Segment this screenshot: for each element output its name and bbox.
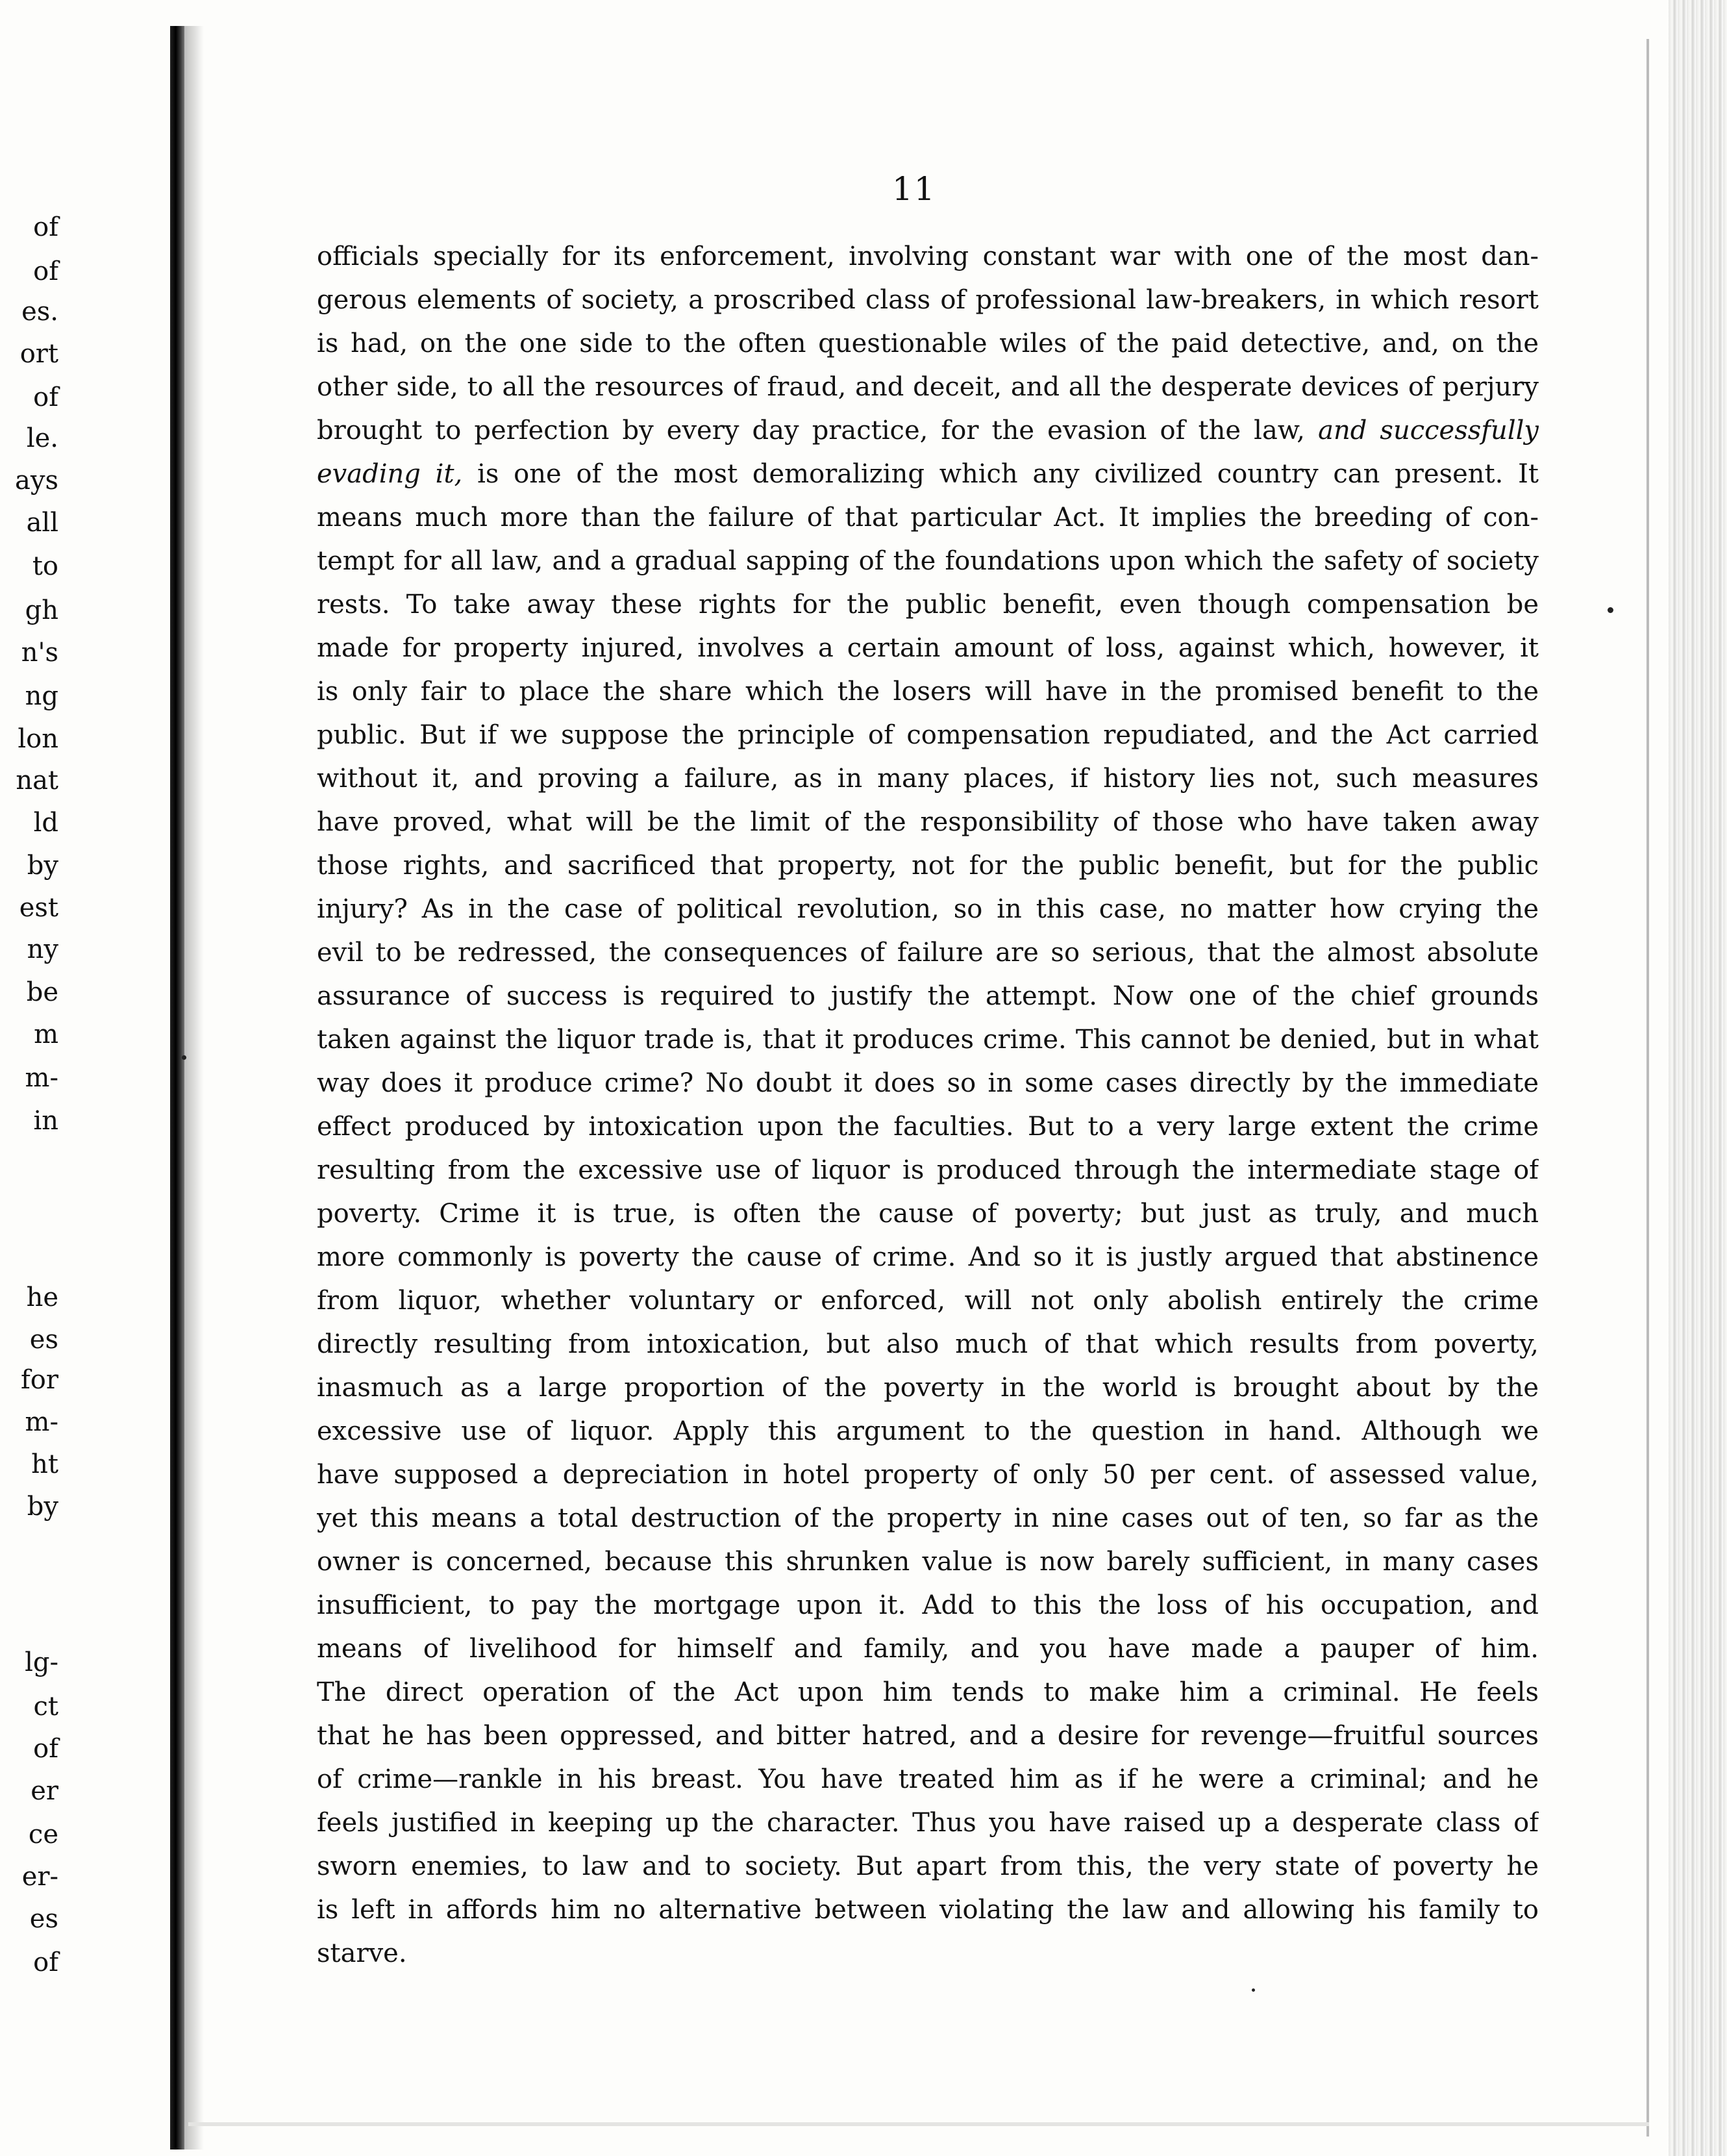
facing-page-fragment: m- xyxy=(25,1063,58,1093)
text-line: is had, on the one side to the often questionable wiles of the paid detective, and, on the xyxy=(317,329,1539,358)
text-line: feels justified in keeping up the character. Thus you have raised up a desperate class of xyxy=(317,1808,1539,1838)
text-line: gerous elements of society, a proscribed class of professional law-breakers, in which resort xyxy=(317,285,1539,315)
facing-page-fragment: of xyxy=(33,257,58,286)
facing-page-fragment: gh xyxy=(25,595,58,625)
facing-page-fragment: ct xyxy=(33,1692,58,1722)
facing-page-fragment: by xyxy=(27,1492,58,1522)
facing-page-fragment: es. xyxy=(21,297,58,327)
text-line: directly resulting from intoxication, but also much of that which results from poverty, xyxy=(317,1329,1539,1359)
facing-page-fragment: in xyxy=(33,1106,58,1136)
text-line: means of livelihood for himself and family, and you have made a pauper of him. xyxy=(317,1634,1539,1664)
scan-speck xyxy=(1252,1988,1255,1992)
facing-page-fragment: all xyxy=(26,508,58,538)
page-edge-line xyxy=(1646,39,1649,2137)
facing-page-fragment: m- xyxy=(25,1407,58,1437)
body-text xyxy=(317,235,1539,1975)
text-line: evil to be redressed, the consequences of failure are so serious, that the almost absolute xyxy=(317,938,1539,968)
facing-page-fragment: nat xyxy=(16,766,58,796)
facing-page-fragment: lon xyxy=(18,724,58,754)
text-line: other side, to all the resources of fraud, and deceit, and all the desperate devices of perjury xyxy=(317,372,1539,402)
facing-page-fragment: ld xyxy=(33,808,58,838)
binding-gutter xyxy=(170,26,184,2150)
facing-page-fragment: est xyxy=(19,893,58,923)
facing-page-fragment: m xyxy=(34,1020,58,1049)
text-line: is only fair to place the share which the losers will have in the promised benefit to the xyxy=(317,677,1539,707)
facing-page-fragment: es xyxy=(29,1904,58,1934)
text-line: yet this means a total destruction of the property in nine cases out of ten, so far as the xyxy=(317,1503,1539,1533)
facing-page-fragment: ce xyxy=(28,1820,58,1849)
text-line: taken against the liquor trade is, that it produces crime. This cannot be denied, but in what xyxy=(317,1025,1539,1055)
text-line: is left in affords him no alternative between violating the law and allowing his family to xyxy=(317,1895,1539,1925)
facing-page-fragment: for xyxy=(20,1365,58,1395)
facing-page-fragment: er xyxy=(31,1776,58,1806)
facing-page-fragment: of xyxy=(33,1948,58,1977)
text-line: have proved, what will be the limit of the responsibility of those who have taken away xyxy=(317,807,1539,837)
facing-page-fragment: by xyxy=(27,851,58,881)
text-segment: is one of the most demoralizing which any civilized country can present. It xyxy=(477,459,1539,489)
facing-page-fragment: es xyxy=(29,1325,58,1355)
facing-page-fragment: ht xyxy=(31,1449,58,1479)
facing-page-fragment: of xyxy=(33,1734,58,1764)
text-line: way does it produce crime? No doubt it does so in some cases directly by the immediate xyxy=(317,1068,1539,1098)
facing-page-fragment: lg- xyxy=(25,1648,58,1677)
text-line: resulting from the excessive use of liquor is produced through the intermediate stage of xyxy=(317,1155,1539,1185)
text-line: public. But if we suppose the principle of compensation repudiated, and the Act carried xyxy=(317,720,1539,750)
facing-page-fragment: ort xyxy=(19,339,58,369)
text-line: that he has been oppressed, and bitter hatred, and a desire for revenge—fruitful sources xyxy=(317,1721,1539,1751)
text-line: sworn enemies, to law and to society. But apart from this, the very state of poverty he xyxy=(317,1851,1539,1881)
facing-page-fragment: n's xyxy=(21,638,58,668)
text-line: officials specially for its enforcement, involving constant war with one of the most dan- xyxy=(317,242,1539,271)
facing-page-fragment: ays xyxy=(15,466,58,495)
facing-page-fragment: of xyxy=(33,212,58,242)
text-line xyxy=(317,409,1539,453)
text-line xyxy=(317,453,1539,496)
italic-phrase: and successfully xyxy=(1318,416,1539,445)
facing-page-fragment: er- xyxy=(21,1862,58,1892)
text-line: from liquor, whether voluntary or enforced, will not only abolish entirely the crime xyxy=(317,1286,1539,1316)
text-line: poverty. Crime it is true, is often the cause of poverty; but just as truly, and much xyxy=(317,1199,1539,1229)
text-line: owner is concerned, because this shrunken value is now barely sufficient, in many cases xyxy=(317,1547,1539,1577)
facing-page-fragment: to xyxy=(32,551,58,581)
scan-speck xyxy=(1608,607,1613,613)
facing-page-fragment: ng xyxy=(25,681,58,711)
facing-page-fragment: of xyxy=(33,382,58,412)
facing-page-fragment: ny xyxy=(27,934,58,964)
text-line: of crime—rankle in his breast. You have treated him as if he were a criminal; and he xyxy=(317,1764,1539,1794)
page-number: 11 xyxy=(892,170,936,208)
text-line: rests. To take away these rights for the public benefit, even though compensation be xyxy=(317,590,1539,620)
text-line: inasmuch as a large proportion of the poverty in the world is brought about by the xyxy=(317,1373,1539,1403)
text-line: effect produced by intoxication upon the faculties. But to a very large extent the crime xyxy=(317,1112,1539,1142)
facing-page-fragment: he xyxy=(26,1283,58,1312)
text-line: tempt for all law, and a gradual sapping of the foundations upon which the safety of society xyxy=(317,546,1539,576)
page-bottom-edge xyxy=(188,2122,1649,2126)
text-line: starve. xyxy=(317,1938,407,1968)
page-edge-stack xyxy=(1669,0,1727,2156)
facing-page-fragment: be xyxy=(26,977,58,1007)
text-line: those rights, and sacrificed that property, not for the public benefit, but for the public xyxy=(317,851,1539,881)
text-line: have supposed a depreciation in hotel property of only 50 per cent. of assessed value, xyxy=(317,1460,1539,1490)
text-line: made for property injured, involves a certain amount of loss, against which, however, it xyxy=(317,633,1539,663)
text-line: assurance of success is required to justify the attempt. Now one of the chief grounds xyxy=(317,981,1539,1011)
text-line: more commonly is poverty the cause of crime. And so it is justly argued that abstinence xyxy=(317,1242,1539,1272)
text-line: injury? As in the case of political revolution, so in this case, no matter how crying the xyxy=(317,894,1539,924)
scan-speck xyxy=(182,1055,186,1060)
facing-page-fragment: le. xyxy=(26,423,58,453)
text-line: insufficient, to pay the mortgage upon it. Add to this the loss of his occupation, and xyxy=(317,1590,1539,1620)
gutter-shadow xyxy=(184,26,204,2150)
text-line: excessive use of liquor. Apply this argument to the question in hand. Although we xyxy=(317,1416,1539,1446)
text-segment: brought to perfection by every day practice, for the evasion of the law, xyxy=(317,416,1305,445)
text-line: without it, and proving a failure, as in many places, if history lies not, such measures xyxy=(317,764,1539,794)
italic-phrase: evading it, xyxy=(317,459,463,489)
text-line: means much more than the failure of that particular Act. It implies the breeding of con- xyxy=(317,503,1539,533)
text-line: The direct operation of the Act upon him tends to make him a criminal. He feels xyxy=(317,1677,1539,1707)
